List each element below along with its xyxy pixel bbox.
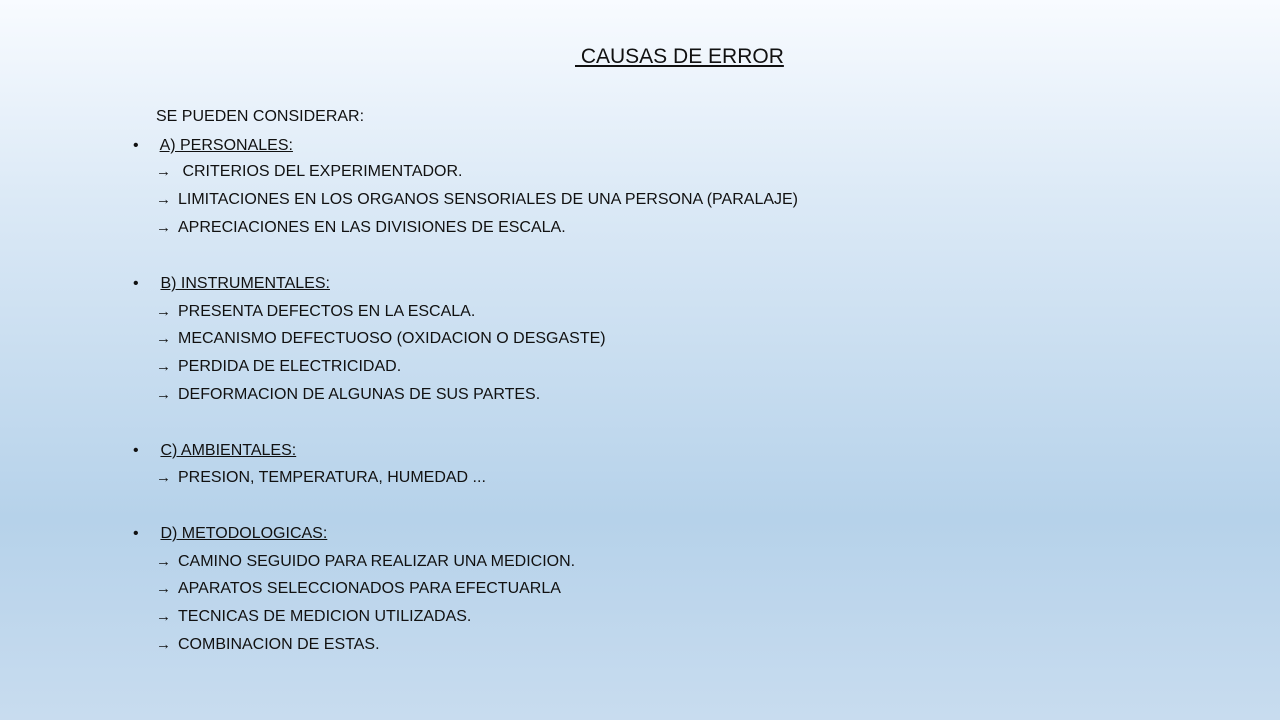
- section-c-item-1-text: PRESION, TEMPERATURA, HUMEDAD ...: [178, 469, 486, 486]
- section-b-heading: [133, 274, 330, 294]
- section-d-item-2: [156, 579, 561, 599]
- page-title: CAUSAS DE ERROR: [575, 45, 784, 68]
- section-b-item-4-text: DEFORMACION DE ALGUNAS DE SUS PARTES.: [178, 386, 541, 403]
- right-arrow-icon: →: [156, 553, 171, 570]
- right-arrow-icon: →: [156, 219, 171, 236]
- right-arrow-icon: →: [156, 636, 171, 653]
- section-c-heading-text: C) AMBIENTALES:: [160, 442, 297, 459]
- right-arrow-icon: →: [156, 386, 171, 403]
- bullet-icon: •: [133, 137, 139, 154]
- right-arrow-icon: →: [156, 608, 171, 625]
- right-arrow-icon: →: [156, 330, 171, 347]
- section-a-item-2-text: LIMITACIONES EN LOS ORGANOS SENSORIALES DE UNA PERSONA (PARALAJE): [178, 191, 799, 208]
- section-b-item-3-text: PERDIDA DE ELECTRICIDAD.: [178, 358, 402, 375]
- section-c-heading: [133, 441, 296, 461]
- section-c-item-1: [156, 468, 486, 488]
- section-b-item-4: [156, 385, 540, 405]
- section-a-heading-text: A) PERSONALES:: [159, 137, 293, 154]
- section-a-item-1: [156, 162, 462, 182]
- section-a-item-3-text: APRECIACIONES EN LAS DIVISIONES DE ESCALA.: [178, 219, 566, 236]
- right-arrow-icon: →: [156, 580, 171, 597]
- section-b-heading-text: B) INSTRUMENTALES:: [160, 275, 330, 292]
- section-b-item-1-text: PRESENTA DEFECTOS EN LA ESCALA.: [178, 303, 476, 320]
- bullet-icon: •: [133, 525, 139, 542]
- bullet-icon: •: [133, 275, 139, 292]
- section-d-item-1-text: CAMINO SEGUIDO PARA REALIZAR UNA MEDICION.: [178, 553, 576, 570]
- section-b-item-3: [156, 357, 401, 377]
- right-arrow-icon: →: [156, 358, 171, 375]
- section-d-item-2-text: APARATOS SELECCIONADOS PARA EFECTUARLA: [178, 580, 561, 597]
- section-d-item-3: [156, 607, 471, 627]
- section-b-item-2-text: MECANISMO DEFECTUOSO (OXIDACION O DESGASTE): [178, 330, 606, 347]
- section-a-item-2: [156, 190, 798, 210]
- bullet-icon: •: [133, 442, 139, 459]
- section-a-item-1-text: CRITERIOS DEL EXPERIMENTADOR.: [178, 163, 463, 180]
- section-d-heading-text: D) METODOLOGICAS:: [160, 525, 328, 542]
- section-a-item-3: [156, 218, 566, 238]
- right-arrow-icon: →: [156, 469, 171, 486]
- intro-text: SE PUEDEN CONSIDERAR:: [156, 108, 365, 125]
- right-arrow-icon: →: [156, 303, 171, 320]
- right-arrow-icon: →: [156, 163, 171, 180]
- section-a-heading: [133, 136, 293, 156]
- section-d-item-3-text: TECNICAS DE MEDICION UTILIZADAS.: [178, 608, 472, 625]
- right-arrow-icon: →: [156, 191, 171, 208]
- section-d-heading: [133, 524, 327, 544]
- section-d-item-4-text: COMBINACION DE ESTAS.: [178, 636, 380, 653]
- section-d-item-1: [156, 552, 575, 572]
- section-d-item-4: [156, 635, 380, 655]
- section-b-item-1: [156, 302, 475, 322]
- section-b-item-2: [156, 329, 606, 349]
